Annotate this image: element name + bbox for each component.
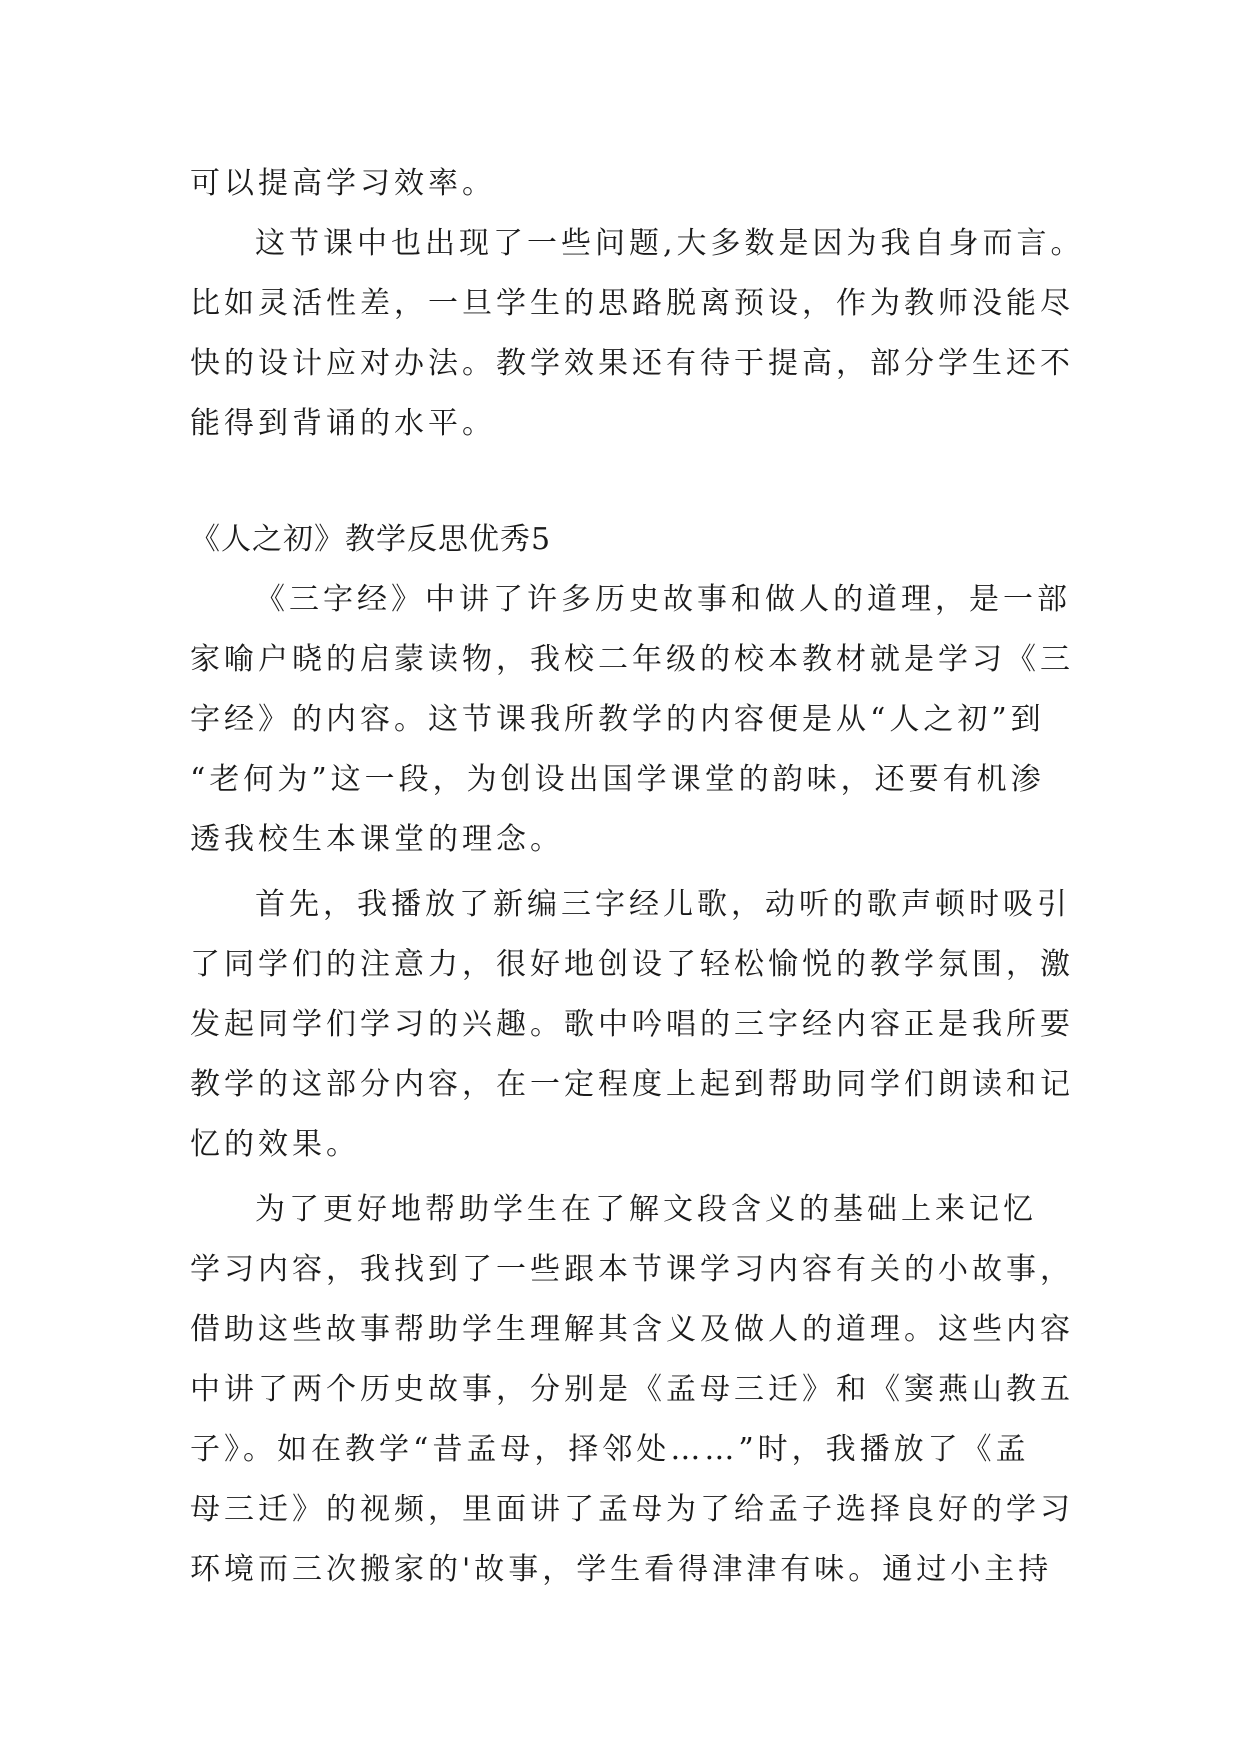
paragraph-line: 忆的效果。 [190, 1127, 360, 1162]
paragraph-line: 学习内容，我找到了一些跟本节课学习内容有关的小故事， [190, 1252, 1074, 1287]
paragraph-line: 母三迁》的视频，里面讲了孟母为了给孟子选择良好的学习 [190, 1492, 1074, 1527]
paragraph-line: 透我校生本课堂的理念。 [190, 822, 564, 857]
paragraph-line: 借助这些故事帮助学生理解其含义及做人的道理。这些内容 [190, 1312, 1074, 1347]
paragraph-line: 家喻户晓的启蒙读物，我校二年级的校本教材就是学习《三 [190, 642, 1074, 677]
paragraph-line: 为了更好地帮助学生在了解文段含义的基础上来记忆 [255, 1192, 1037, 1227]
paragraph-line: 环境而三次搬家的'故事，学生看得津津有味。通过小主持 [190, 1552, 1053, 1587]
paragraph-line: 这节课中也出现了一些问题,大多数是因为我自身而言。 [255, 226, 1085, 261]
paragraph-line: 首先，我播放了新编三字经儿歌，动听的歌声顿时吸引 [255, 887, 1071, 922]
paragraph-line: 子》。如在教学“昔孟母，择邻处……”时，我播放了《孟 [190, 1432, 1030, 1467]
paragraph-line: “老何为”这一段，为创设出国学课堂的韵味，还要有机渗 [190, 762, 1045, 797]
paragraph-line: 中讲了两个历史故事，分别是《孟母三迁》和《窦燕山教五 [190, 1372, 1074, 1407]
paragraph-line: 快的设计应对办法。教学效果还有待于提高，部分学生还不 [190, 346, 1074, 381]
paragraph-line: 比如灵活性差，一旦学生的思路脱离预设，作为教师没能尽 [190, 286, 1074, 321]
paragraph-line: 能得到背诵的水平。 [190, 406, 496, 441]
paragraph-line: 《三字经》中讲了许多历史故事和做人的道理，是一部 [255, 582, 1071, 617]
paragraph-line: 字经》的内容。这节课我所教学的内容便是从“人之初”到 [190, 702, 1045, 737]
paragraph-line: 了同学们的注意力，很好地创设了轻松愉悦的教学氛围，激 [190, 947, 1074, 982]
paragraph-line: 教学的这部分内容，在一定程度上起到帮助同学们朗读和记 [190, 1067, 1074, 1102]
paragraph-line: 发起同学们学习的兴趣。歌中吟唱的三字经内容正是我所要 [190, 1007, 1074, 1042]
section-title: 《人之初》教学反思优秀5 [190, 522, 552, 557]
paragraph-line: 可以提高学习效率。 [190, 166, 496, 201]
